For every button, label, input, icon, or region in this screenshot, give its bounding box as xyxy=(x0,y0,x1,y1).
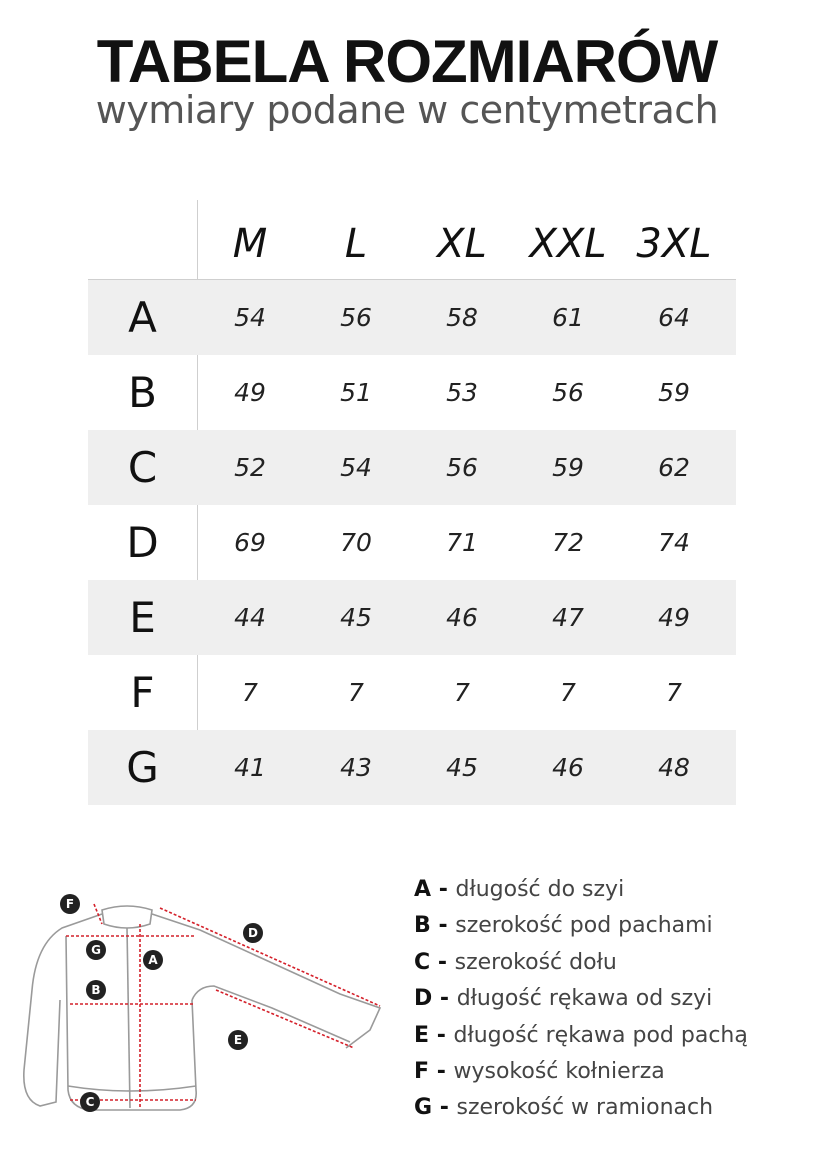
table-cell: 46 xyxy=(446,603,478,632)
table-cell: 64 xyxy=(658,303,690,332)
svg-text:G: G xyxy=(91,943,101,957)
table-row xyxy=(88,355,736,430)
table-cell: 74 xyxy=(658,528,690,557)
garment-measurement-diagram xyxy=(10,880,405,1130)
table-header-row xyxy=(197,210,736,278)
column-header: XXL xyxy=(529,221,607,267)
table-cell: 45 xyxy=(340,603,372,632)
table-row xyxy=(88,580,736,655)
column-header: 3XL xyxy=(636,221,712,267)
table-cell: 49 xyxy=(658,603,690,632)
table-cell: 70 xyxy=(340,528,372,557)
table-cell: 51 xyxy=(340,378,372,407)
table-cell: 54 xyxy=(340,453,372,482)
table-row xyxy=(88,505,736,580)
row-label: G xyxy=(126,743,159,792)
table-cell: 58 xyxy=(446,303,478,332)
table-cell: 59 xyxy=(658,378,690,407)
marker-a-icon xyxy=(143,950,163,970)
table-cell: 48 xyxy=(658,753,690,782)
row-label: E xyxy=(129,593,156,642)
table-cell: 7 xyxy=(242,678,258,707)
marker-b-icon xyxy=(86,980,106,1000)
table-cell: 7 xyxy=(454,678,470,707)
table-row xyxy=(88,730,736,805)
table-cell: 7 xyxy=(348,678,364,707)
legend-item: E - długość rękawa pod pachą xyxy=(414,1022,748,1048)
table-cell: 41 xyxy=(234,753,266,782)
page-title: TABELA ROZMIARÓW xyxy=(96,28,718,95)
table-cell: 46 xyxy=(552,753,584,782)
legend-item: C - szerokość dołu xyxy=(414,949,617,975)
svg-text:D: D xyxy=(248,926,258,940)
measurement-legend xyxy=(414,872,804,1127)
svg-text:A: A xyxy=(148,953,158,967)
marker-f-icon xyxy=(60,894,80,914)
table-row xyxy=(88,655,736,730)
table-cell: 59 xyxy=(552,453,584,482)
marker-e-icon xyxy=(228,1030,248,1050)
marker-d-icon xyxy=(243,923,263,943)
legend-item: G - szerokość w ramionach xyxy=(414,1095,714,1121)
table-cell: 49 xyxy=(234,378,266,407)
table-cell: 56 xyxy=(552,378,584,407)
svg-text:F: F xyxy=(65,897,75,911)
table-cell: 69 xyxy=(234,528,266,557)
table-cell: 56 xyxy=(340,303,372,332)
table-cell: 54 xyxy=(234,303,266,332)
marker-g-icon xyxy=(86,940,106,960)
table-cell: 72 xyxy=(552,528,584,557)
table-cell: 7 xyxy=(560,678,576,707)
table-cell: 44 xyxy=(234,603,266,632)
row-label: C xyxy=(127,443,158,492)
column-header: XL xyxy=(437,221,487,267)
table-cell: 71 xyxy=(446,528,478,557)
row-label: F xyxy=(130,668,155,717)
table-cell: 43 xyxy=(340,753,372,782)
svg-text:E: E xyxy=(233,1033,243,1047)
column-header: M xyxy=(232,221,268,267)
table-cell: 45 xyxy=(446,753,478,782)
legend-item: D - długość rękawa od szyi xyxy=(414,986,713,1012)
table-cell: 62 xyxy=(658,453,690,482)
svg-text:B: B xyxy=(91,983,101,997)
marker-c-icon xyxy=(80,1092,100,1112)
column-header: L xyxy=(344,221,368,267)
table-cell: 61 xyxy=(552,303,584,332)
row-label: A xyxy=(128,293,157,342)
page-subtitle: wymiary podane w centymetrach xyxy=(95,88,719,132)
table-cell: 52 xyxy=(234,453,266,482)
legend-item: F - wysokość kołnierza xyxy=(414,1059,665,1085)
table-row xyxy=(88,280,736,355)
table-cell: 53 xyxy=(446,378,478,407)
table-cell: 7 xyxy=(666,678,682,707)
table-row xyxy=(88,430,736,505)
row-label: D xyxy=(126,518,159,567)
table-cell: 47 xyxy=(552,603,584,632)
legend-item: B - szerokość pod pachami xyxy=(414,913,713,939)
row-label: B xyxy=(128,368,157,417)
svg-text:C: C xyxy=(85,1095,95,1109)
legend-item: A - długość do szyi xyxy=(414,877,625,902)
table-cell: 56 xyxy=(446,453,478,482)
